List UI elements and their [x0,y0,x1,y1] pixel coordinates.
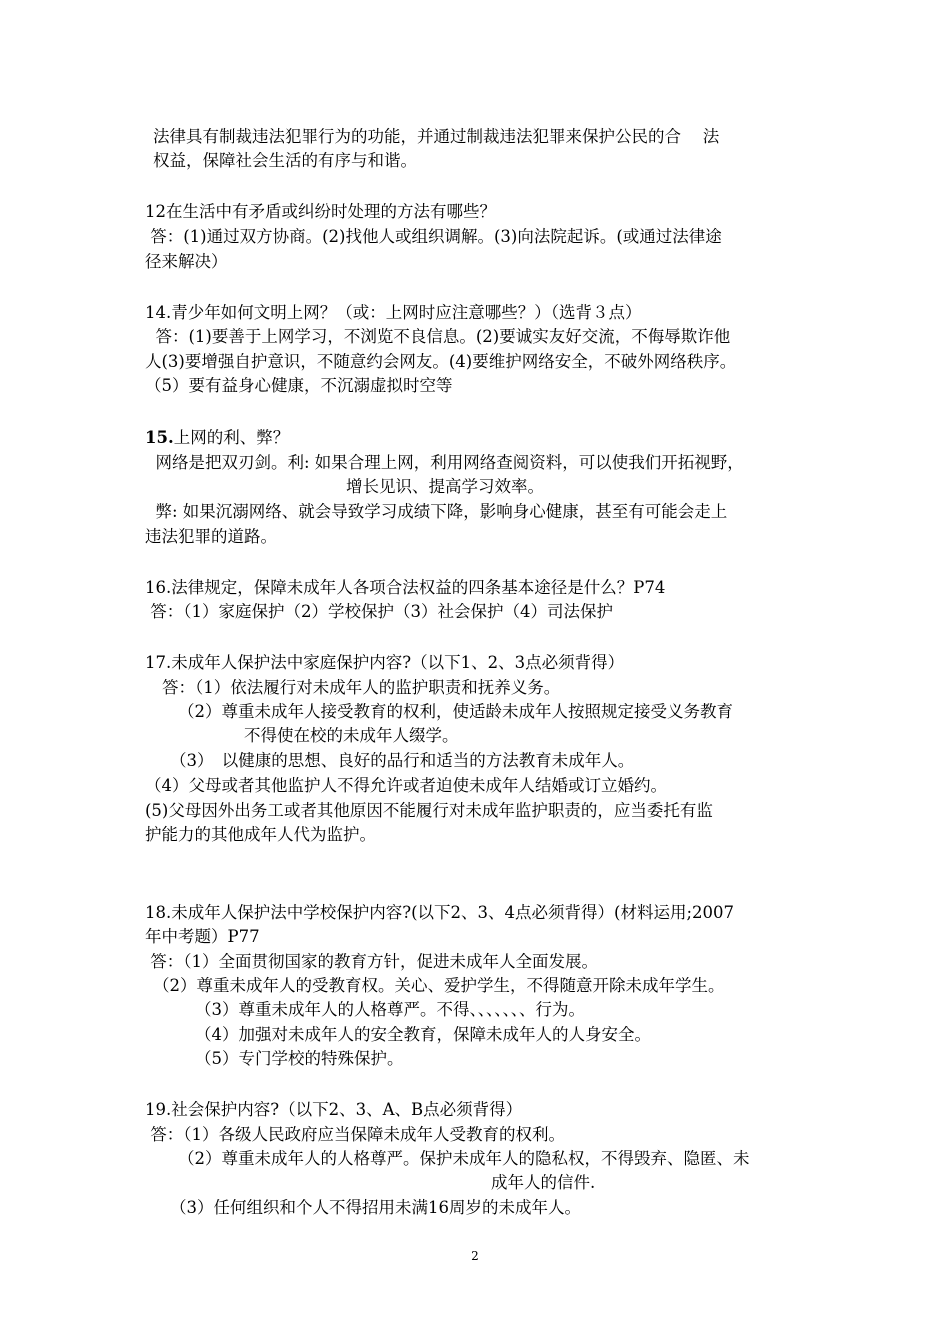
q18-answer-3: （3）尊重未成年人的人格尊严。不得、、、、、、、行为。 [195,1000,585,1019]
q15-line-3: 弊: 如果沉溺网络、就会导致学习成绩下降，影响身心健康，甚至有可能会走上 [145,502,728,521]
q17-answer-3: （3） 以健康的思想、良好的品行和适当的方法教育未成年人。 [170,751,635,770]
q15-line-4: 违法犯罪的道路。 [145,527,277,546]
q14-answer-line-2: 人(3)要增强自护意识，不随意约会网友。(4)要维护网络安全，不破外网络秩序。 [145,352,737,371]
q17-answer-5-line-2: 护能力的其他成年人代为监护。 [145,825,376,844]
q12-answer-line-2: 径来解决） [145,252,228,271]
q19-answer-2-line-1: （2）尊重未成年人的人格尊严。保护未成年人的隐私权，不得毁弃、隐匿、未 [178,1149,750,1168]
q17-answer-5-line-1: (5)父母因外出务工或者其他原因不能履行对未成年监护职责的，应当委托有监 [145,801,713,820]
q19-answer-2-line-2: 成年人的信件. [491,1173,596,1192]
q19-answer-1: 答：（1）各级人民政府应当保障未成年人受教育的权利。 [145,1125,565,1144]
q14-question: 14.青少年如何文明上网？（或：上网时应注意哪些？）（选背３点） [145,303,642,322]
q18-answer-4: （4）加强对未成年人的安全教育，保障未成年人的人身安全。 [195,1025,651,1044]
q18-question-line-1: 18.未成年人保护法中学校保护内容?(以下2、3、4点必须背得）(材料运用;2007 [145,903,735,922]
q16-question: 16.法律规定，保障未成年人各项合法权益的四条基本途径是什么？P74 [145,578,666,597]
q17-answer-4: （4）父母或者其他监护人不得允许或者迫使未成年人结婚或订立婚约。 [145,776,667,795]
intro-line-1: 法律具有制裁违法犯罪行为的功能，并通过制裁违法犯罪来保护公民的合 法 [153,127,720,146]
q18-question-line-2: 年中考题）P77 [145,927,260,946]
q12-question: 12在生活中有矛盾或纠纷时处理的方法有哪些？ [145,202,496,221]
page-number: 2 [471,1249,479,1263]
q15-question-text: 上网的利、弊？ [173,428,290,447]
q15-line-1: 网络是把双刃剑。利: 如果合理上网，利用网络查阅资料，可以使我们开拓视野， [145,453,744,472]
q18-answer-5: （5）专门学校的特殊保护。 [195,1049,404,1068]
q14-answer-line-1: 答：(1)要善于上网学习，不浏览不良信息。(2)要诚实友好交流，不侮辱欺诈他 [145,327,731,346]
intro-line-2: 权益，保障社会生活的有序与和谐。 [153,151,417,170]
q18-answer-1: 答：（1）全面贯彻国家的教育方针，促进未成年人全面发展。 [145,952,598,971]
q14-answer-line-3: （5）要有益身心健康，不沉溺虚拟时空等 [145,376,453,395]
q17-question: 17.未成年人保护法中家庭保护内容?（以下1、2、3点必须背得） [145,653,625,672]
q16-answer: 答：（1）家庭保护（2）学校保护（3）社会保护（4）司法保护 [145,602,613,621]
q12-answer-line-1: 答：(1)通过双方协商。(2)找他人或组织调解。(3)向法院起诉。(或通过法律途 [145,227,722,246]
q17-answer-2-line-2: 不得使在校的未成年人缀学。 [244,726,459,745]
q15-line-2: 增长见识、提高学习效率。 [346,477,544,496]
q17-answer-2-line-1: （2）尊重未成年人接受教育的权利，使适龄未成年人按照规定接受义务教育 [178,702,733,721]
q19-question: 19.社会保护内容?（以下2、3、A、B点必须背得） [145,1100,523,1119]
q19-answer-3: （3）任何组织和个人不得招用未满16周岁的未成年人。 [170,1198,581,1217]
q15-number: 15. [145,428,174,447]
q18-answer-2: （2）尊重未成年人的受教育权。关心、爱护学生，不得随意开除未成年学生。 [153,976,725,995]
q15-question [145,426,289,450]
q17-answer-1: 答：（1）依法履行对未成年人的监护职责和抚养义务。 [162,678,561,697]
